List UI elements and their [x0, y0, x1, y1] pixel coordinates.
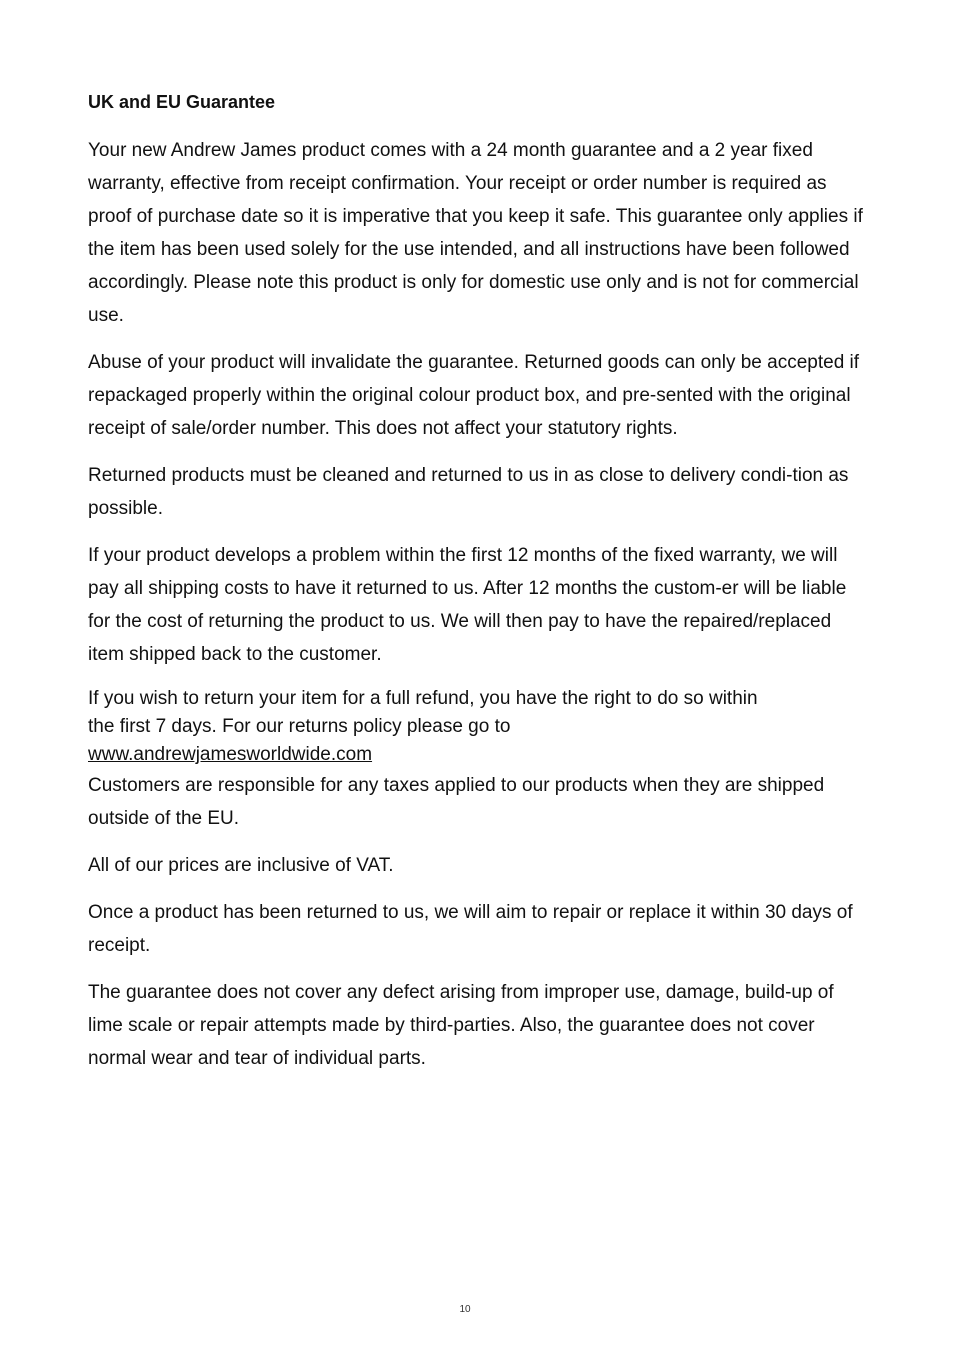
- shipping-costs-paragraph: If your product develops a problem within the first 12 months of the fixed warranty, we will pay all shipping costs to have it returned to us. After 12 months the custom-er will be liable for the cost of returning the product to us. We will then pay to have the repaired/replaced item shipped back to the customer.: [88, 545, 847, 665]
- returns-policy-link[interactable]: www.andrewjamesworldwide.com: [88, 744, 373, 765]
- page-number: 10: [459, 1304, 471, 1315]
- refund-line-1: If you wish to return your item for a full refund, you have the right to do so within: [88, 688, 758, 709]
- repair-paragraph: Once a product has been returned to us, we will aim to repair or replace it within 30 days of receipt.: [88, 902, 853, 956]
- exclusions-paragraph: The guarantee does not cover any defect arising from improper use, damage, build-up of lime scale or repair attempts made by third-parties. Also, the guarantee does not cover normal wear and tear of individual parts.: [88, 982, 834, 1069]
- vat-paragraph: All of our prices are inclusive of VAT.: [88, 855, 394, 876]
- taxes-text: Customers are responsible for any taxes applied to our products when they are shipped outside of the EU.: [88, 775, 825, 829]
- returned-products-paragraph: Returned products must be cleaned and returned to us in as close to delivery condi-tion as possible.: [88, 465, 849, 519]
- refund-line-2: the first 7 days. For our returns policy please go to: [88, 716, 511, 737]
- guarantee-paragraph: Your new Andrew James product comes with a 24 month guarantee and a 2 year fixed warranty, effective from receipt confirmation. Your receipt or order number is required as proof of purchase date so it is imperative that you keep it safe. This guarantee only applies if the item has been used solely for the use intended, and all instructions have been followed accordingly. Please note this product is only for domestic use only and is not for commercial use.: [88, 140, 863, 326]
- document-page: [88, 88, 872, 1089]
- section-heading: UK and EU Guarantee: [88, 92, 276, 112]
- refund-paragraph: [88, 685, 872, 835]
- abuse-paragraph: Abuse of your product will invalidate the guarantee. Returned goods can only be accepted if repackaged properly within the original colour product box, and pre-sented with the original receipt of sale/order number. This does not affect your statutory rights.: [88, 352, 860, 439]
